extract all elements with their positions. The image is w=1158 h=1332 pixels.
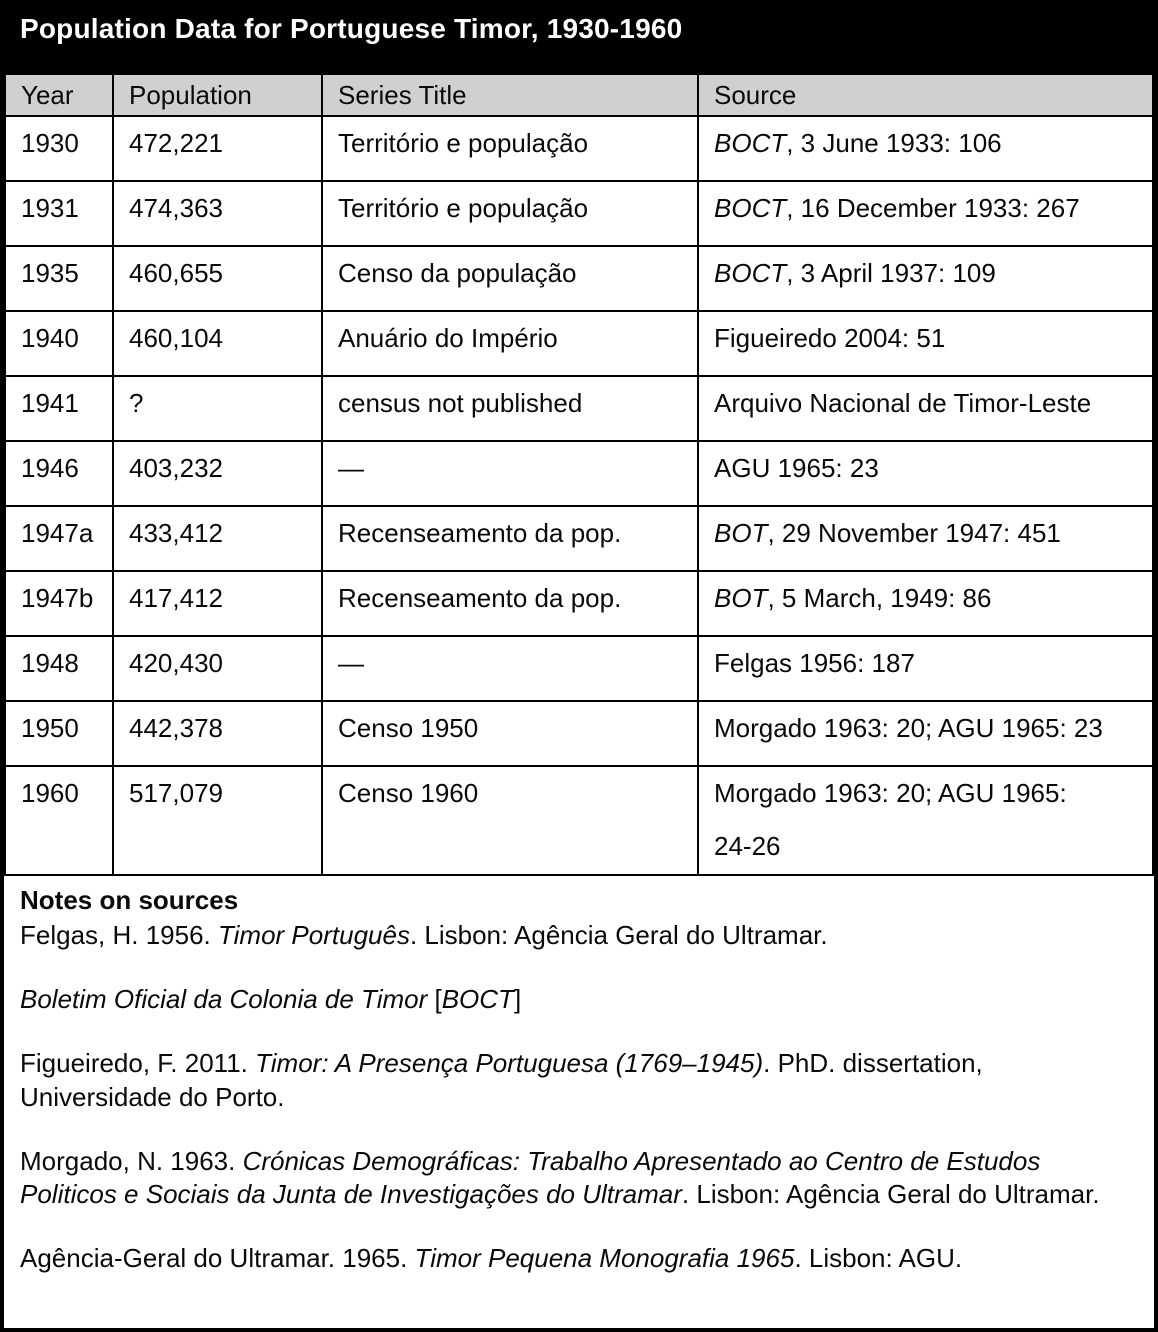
table-header-row bbox=[5, 74, 1153, 116]
cell-source bbox=[698, 441, 1153, 506]
cell-population: 420,430 bbox=[113, 636, 322, 701]
cell-series-title bbox=[322, 311, 698, 376]
table-row bbox=[5, 571, 1153, 636]
cell-series-title bbox=[322, 701, 698, 766]
table-row bbox=[5, 766, 1153, 875]
table-row bbox=[5, 441, 1153, 506]
text: , 5 March, 1949: 86 bbox=[767, 583, 992, 613]
cell-population: 517,079 bbox=[113, 766, 322, 875]
text: Censo 1950 bbox=[338, 713, 479, 743]
cell-source bbox=[698, 181, 1153, 246]
italic-text: Timor: A Presença Portuguesa (1769–1945) bbox=[255, 1047, 764, 1078]
cell-source bbox=[698, 636, 1153, 701]
cell-series-title bbox=[322, 116, 698, 181]
text: Agência-Geral do Ultramar. 1965. bbox=[20, 1243, 415, 1274]
italic-text: Timor Português bbox=[218, 920, 410, 951]
cell-source bbox=[698, 571, 1153, 636]
cell-series-title bbox=[322, 246, 698, 311]
cell-series-title bbox=[322, 376, 698, 441]
cell-source bbox=[698, 311, 1153, 376]
text: Morgado, N. 1963. bbox=[20, 1145, 243, 1176]
notes-paragraphs bbox=[20, 919, 1138, 1276]
table-header bbox=[5, 74, 1153, 116]
table-row bbox=[5, 116, 1153, 181]
text: , 29 November 1947: 451 bbox=[767, 518, 1061, 548]
cell-population: 403,232 bbox=[113, 441, 322, 506]
text: Recenseamento da pop. bbox=[338, 518, 622, 548]
text: , 3 June 1933: 106 bbox=[786, 128, 1002, 158]
text: . Lisbon: Agência Geral do Ultramar. bbox=[681, 1179, 1100, 1210]
text: Figueiredo 2004: 51 bbox=[714, 323, 946, 353]
text: Felgas 1956: 187 bbox=[714, 648, 915, 678]
table-row bbox=[5, 376, 1153, 441]
cell-year: 1941 bbox=[5, 376, 113, 441]
italic-text: BOT bbox=[714, 583, 768, 613]
text: Território e população bbox=[338, 128, 589, 158]
text: . Lisbon: AGU. bbox=[794, 1243, 963, 1274]
cell-year: 1948 bbox=[5, 636, 113, 701]
text: Arquivo Nacional de Timor-Leste bbox=[714, 388, 1092, 418]
cell-series-title bbox=[322, 181, 698, 246]
text: Anuário do Império bbox=[338, 323, 558, 353]
text: , 16 December 1933: 267 bbox=[786, 193, 1080, 223]
italic-text: BOCT bbox=[714, 258, 787, 288]
text: — bbox=[338, 648, 364, 678]
table-row bbox=[5, 181, 1153, 246]
cell-series-title bbox=[322, 506, 698, 571]
cell-population: 460,655 bbox=[113, 246, 322, 311]
text: [ bbox=[427, 984, 442, 1015]
text: Morgado 1963: 20; AGU 1965: 23 bbox=[714, 713, 1103, 743]
text: Felgas, H. 1956. bbox=[20, 920, 218, 951]
cell-series-title bbox=[322, 766, 698, 875]
text: . Lisbon: Agência Geral do Ultramar. bbox=[409, 920, 828, 951]
population-table bbox=[4, 73, 1154, 876]
cell-population: 442,378 bbox=[113, 701, 322, 766]
cell-source bbox=[698, 246, 1153, 311]
note-paragraph bbox=[20, 1145, 1138, 1213]
text: ] bbox=[513, 984, 522, 1015]
text: , 3 April 1937: 109 bbox=[786, 258, 996, 288]
table-row bbox=[5, 246, 1153, 311]
cell-source bbox=[698, 376, 1153, 441]
cell-year: 1947b bbox=[5, 571, 113, 636]
note-paragraph bbox=[20, 983, 1138, 1017]
cell-year: 1950 bbox=[5, 701, 113, 766]
table-row bbox=[5, 506, 1153, 571]
table-title: Population Data for Portuguese Timor, 1930-1960 bbox=[4, 4, 1154, 73]
text: Censo 1960 bbox=[338, 778, 479, 808]
cell-year: 1960 bbox=[5, 766, 113, 875]
cell-year: 1935 bbox=[5, 246, 113, 311]
note-paragraph bbox=[20, 919, 1138, 953]
table-row bbox=[5, 701, 1153, 766]
cell-population: 472,221 bbox=[113, 116, 322, 181]
text: . PhD. dissertation, Universidade do Porto. bbox=[20, 1047, 983, 1112]
cell-series-title bbox=[322, 571, 698, 636]
note-paragraph bbox=[20, 1242, 1138, 1276]
cell-source bbox=[698, 506, 1153, 571]
cell-source bbox=[698, 766, 1153, 875]
italic-text: BOT bbox=[714, 518, 768, 548]
column-header-year: Year bbox=[5, 74, 113, 116]
text: AGU 1965: 23 bbox=[714, 453, 879, 483]
note-paragraph bbox=[20, 1047, 1138, 1115]
column-header-source: Source bbox=[698, 74, 1153, 116]
text: Morgado 1963: 20; AGU 1965: bbox=[714, 778, 1067, 808]
cell-population: ? bbox=[113, 376, 322, 441]
text: — bbox=[338, 453, 364, 483]
cell-population: 417,412 bbox=[113, 571, 322, 636]
text: Censo da população bbox=[338, 258, 577, 288]
cell-year: 1930 bbox=[5, 116, 113, 181]
cell-source bbox=[698, 701, 1153, 766]
text: Figueiredo, F. 2011. bbox=[20, 1047, 256, 1078]
text: Território e população bbox=[338, 193, 589, 223]
table-body bbox=[5, 116, 1153, 875]
italic-text: Boletim Oficial da Colonia de Timor bbox=[20, 984, 428, 1015]
italic-text: BOCT bbox=[714, 128, 787, 158]
cell-year: 1946 bbox=[5, 441, 113, 506]
table-row bbox=[5, 636, 1153, 701]
italic-text: Timor Pequena Monografia 1965 bbox=[414, 1243, 795, 1274]
notes-section bbox=[4, 876, 1154, 1328]
italic-text: BOCT bbox=[714, 193, 787, 223]
cell-population: 474,363 bbox=[113, 181, 322, 246]
column-header-series-title: Series Title bbox=[322, 74, 698, 116]
cell-population: 433,412 bbox=[113, 506, 322, 571]
cell-year: 1947a bbox=[5, 506, 113, 571]
text: 24-26 bbox=[714, 831, 781, 862]
text: Recenseamento da pop. bbox=[338, 583, 622, 613]
cell-year: 1940 bbox=[5, 311, 113, 376]
cell-population: 460,104 bbox=[113, 311, 322, 376]
cell-series-title bbox=[322, 636, 698, 701]
column-header-population: Population bbox=[113, 74, 322, 116]
italic-text: BOCT bbox=[441, 984, 514, 1015]
italic-text: Crónicas Demográficas: Trabalho Apresentado ao Centro de Estudos Politicos e Sociais da Junta de Investigações do Ultramar bbox=[20, 1145, 1041, 1210]
table-row bbox=[5, 311, 1153, 376]
cell-source bbox=[698, 116, 1153, 181]
cell-series-title bbox=[322, 441, 698, 506]
cell-year: 1931 bbox=[5, 181, 113, 246]
notes-heading: Notes on sources bbox=[20, 884, 239, 915]
text: census not published bbox=[338, 388, 583, 418]
